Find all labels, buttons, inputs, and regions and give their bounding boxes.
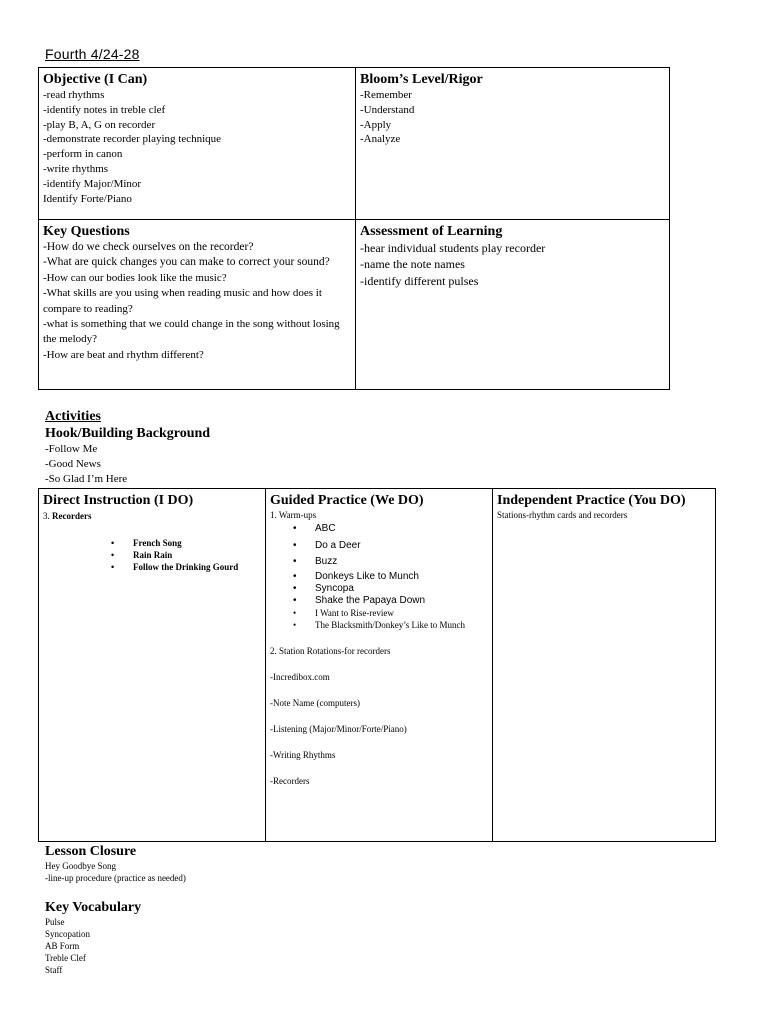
list-item [315, 521, 488, 538]
direct-instruction-cell [39, 489, 266, 842]
warmup-item: Do a Deer [315, 539, 361, 551]
assessment-item: -hear individual students play recorder [360, 241, 546, 255]
bloom-item: -Understand [360, 103, 415, 116]
bloom-cell [356, 68, 670, 220]
direct-bullets [133, 537, 261, 573]
list-item [315, 607, 488, 619]
list-item [315, 554, 488, 571]
question-item: -What are quick changes you can make to correct your sound? [43, 256, 330, 269]
warmup-bullets-small [315, 607, 488, 631]
list-item [315, 538, 488, 555]
warmup-item: Syncopa [315, 582, 354, 594]
direct-heading: Direct Instruction (I DO) [43, 493, 194, 508]
objective-cell [39, 68, 356, 220]
assessment-cell [356, 220, 670, 390]
objective-item: -perform in canon [43, 148, 123, 161]
practice-grid [38, 488, 716, 842]
hook-list [45, 442, 210, 486]
key-questions-list [43, 240, 351, 363]
warmup-item: Buzz [315, 556, 338, 567]
bloom-item: -Apply [360, 118, 392, 131]
question-item: -What skills are you using when reading music and how does it compare to reading? [43, 287, 325, 315]
assessment-item: -name the note names [360, 257, 465, 272]
vocab-heading: Key Vocabulary [45, 900, 142, 915]
direct-bullet: Rain Rain [133, 550, 173, 560]
list-item [315, 619, 488, 631]
direct-bullet: Follow the Drinking Gourd [133, 562, 239, 572]
hook-heading: Hook/Building Background [45, 426, 211, 441]
station-item: -Note Name (computers) [270, 697, 360, 708]
guided-practice-cell [266, 489, 493, 842]
independent-heading: Independent Practice (You DO) [497, 493, 686, 508]
assessment-list [360, 240, 665, 289]
planning-grid [38, 67, 670, 390]
list-item [133, 549, 261, 561]
objective-item: -demonstrate recorder playing technique [43, 133, 222, 146]
warmups-label: 1. Warm-ups [270, 510, 317, 520]
objective-item: -identify notes in treble clef [43, 103, 166, 116]
question-item: -How can our bodies look like the music? [43, 271, 227, 284]
question-item: -How do we check ourselves on the recorder? [43, 241, 254, 253]
list-item [133, 537, 261, 549]
list-item [315, 583, 488, 595]
station-item: -Writing Rhythms [270, 749, 336, 760]
vocab-item: Syncopation [45, 929, 90, 939]
warmup-item: ABC [315, 523, 336, 534]
warmup-item: The Blacksmith/Donkey’s Like to Munch [315, 619, 465, 630]
bloom-item: -Remember [360, 89, 412, 101]
station-item: -Listening (Major/Minor/Forte/Piano) [270, 723, 407, 734]
list-item [315, 595, 488, 607]
hook-item: -Good News [45, 457, 101, 470]
guided-heading: Guided Practice (We DO) [270, 493, 424, 508]
warmup-bullets-big [315, 521, 488, 571]
list-item [315, 571, 488, 583]
question-item: -what is something that we could change in the song without losing the melody? [43, 318, 343, 346]
page-title: Fourth 4/24-28 [45, 46, 140, 62]
objective-list [43, 88, 351, 206]
vocab-item: Staff [45, 965, 63, 975]
key-questions-cell [39, 220, 356, 390]
direct-sub-label: Recorders [52, 511, 92, 521]
assessment-heading: Assessment of Learning [360, 224, 503, 239]
closure-list [45, 860, 186, 884]
list-item [133, 561, 261, 573]
warmup-bullets-mid [315, 571, 488, 607]
warmup-item: Donkeys Like to Munch [315, 570, 419, 582]
vocab-item: AB Form [45, 941, 80, 951]
station-item: -Incredibox.com [270, 671, 330, 682]
warmup-item: Shake the Papaya Down [315, 594, 426, 606]
objective-heading: Objective (I Can) [43, 72, 148, 87]
key-questions-heading: Key Questions [43, 224, 130, 239]
objective-item: -play B, A, G on recorder [43, 118, 156, 131]
bloom-list [360, 88, 665, 147]
vocab-item: Treble Clef [45, 953, 86, 963]
independent-text: Stations-rhythm cards and recorders [497, 510, 628, 520]
vocab-section [45, 899, 141, 976]
vocab-list [45, 916, 141, 976]
bloom-item: -Analyze [360, 133, 401, 146]
station-item: -Recorders [270, 775, 310, 786]
hook-item: -Follow Me [45, 443, 98, 455]
objective-item: -write rhythms [43, 162, 109, 175]
warmup-item: I Want to Rise-review [315, 607, 394, 618]
direct-sub-num: 3. [43, 511, 50, 521]
objective-item: -identify Major/Minor [43, 177, 142, 190]
independent-practice-cell [493, 489, 716, 842]
closure-section [45, 843, 186, 884]
closure-item: Hey Goodbye Song [45, 861, 116, 871]
stations-label: 2. Station Rotations-for recorders [270, 645, 391, 656]
direct-sub [43, 510, 261, 522]
closure-heading: Lesson Closure [45, 844, 137, 859]
direct-bullet: French Song [133, 538, 182, 548]
hook-item: -So Glad I’m Here [45, 472, 128, 485]
objective-item: -read rhythms [43, 89, 105, 101]
objective-item: Identify Forte/Piano [43, 192, 132, 205]
vocab-item: Pulse [45, 917, 65, 927]
activities-heading: Activities [45, 409, 101, 424]
activities-section [45, 408, 210, 486]
question-item: -How are beat and rhythm different? [43, 348, 204, 361]
closure-item: -line-up procedure (practice as needed) [45, 873, 186, 883]
assessment-item: -identify different pulses [360, 273, 479, 288]
bloom-heading: Bloom’s Level/Rigor [360, 72, 483, 87]
